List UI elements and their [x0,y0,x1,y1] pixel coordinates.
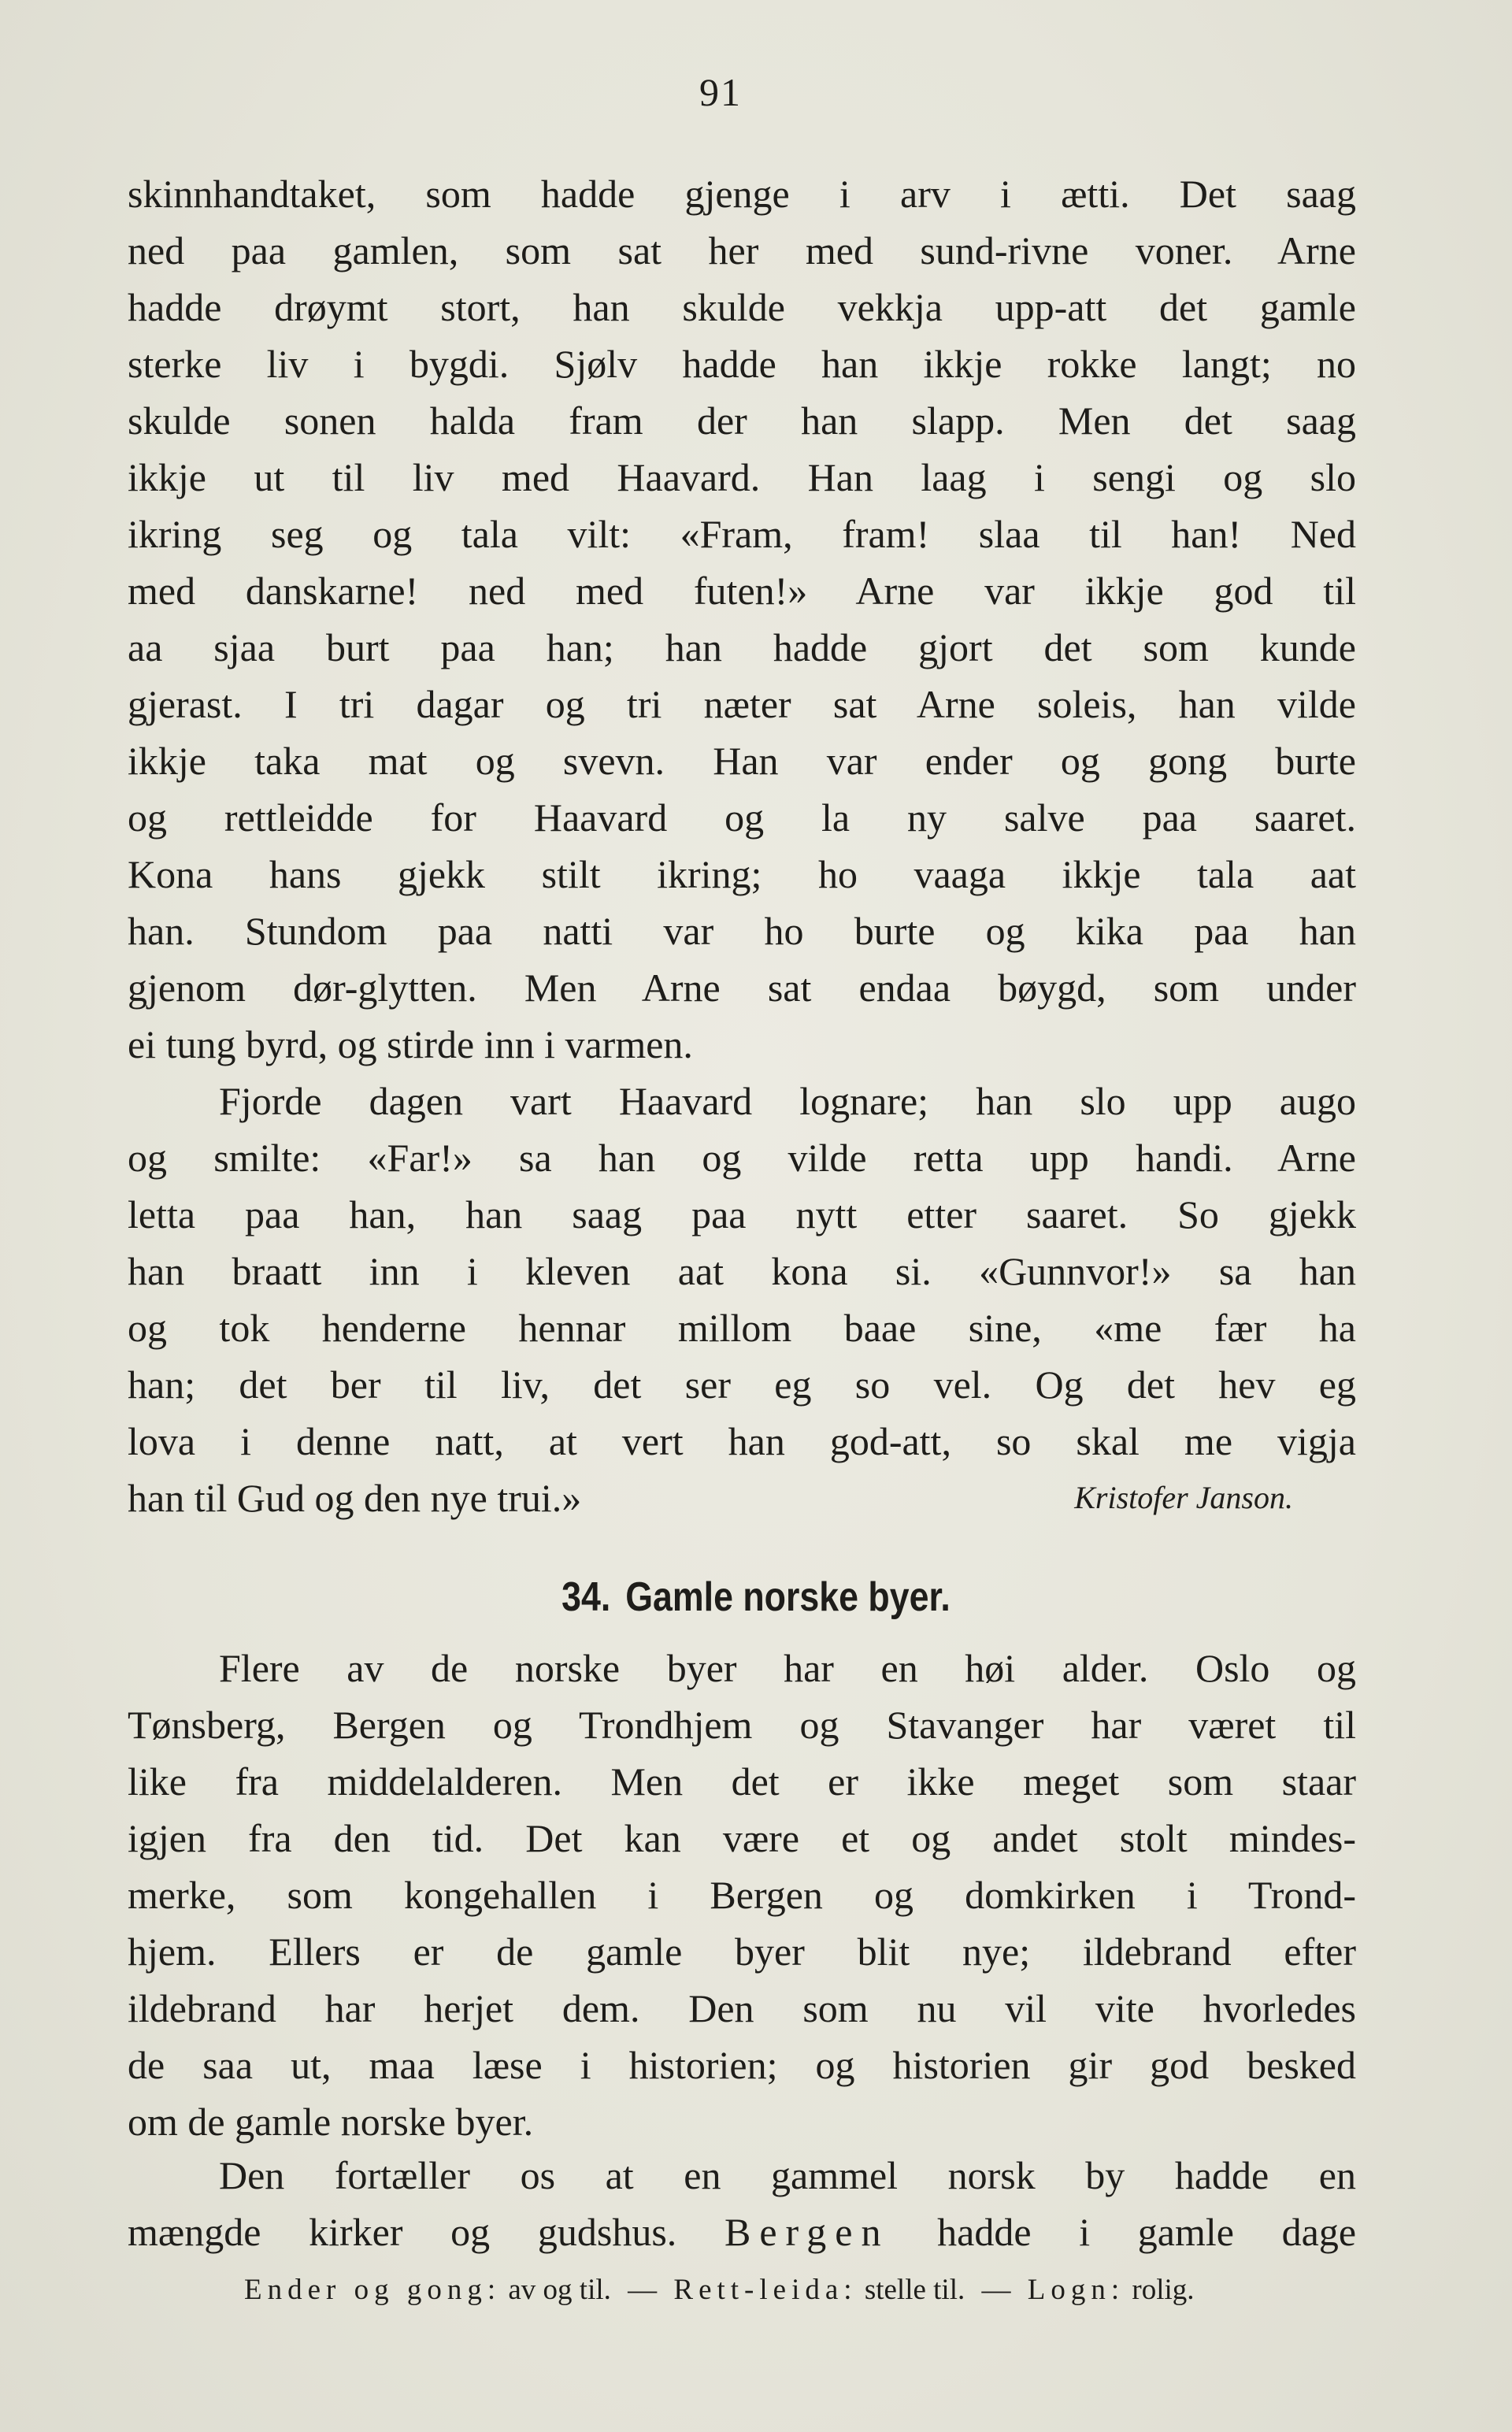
text-line: og tok henderne hennar millom baae sine, «me fær ha [128,1306,1356,1350]
author-signature: Kristofer Janson. [1074,1480,1293,1515]
text-line: med danskarne! ned med futen!» Arne var ikkje god til [128,569,1356,613]
footnote-separator: — [628,2274,658,2306]
text-line: ikkje ut til liv med Haavard. Han laag i sengi og slo [128,455,1356,499]
footnote-term: Logn: [1027,2274,1125,2306]
text-line: sterke liv i bygdi. Sjølv hadde han ikkje rokke langt; no [128,342,1356,386]
text-line: han. Stundom paa natti var ho burte og kika paa han [128,909,1356,953]
passage-3 [128,1640,1356,2150]
footnote-separator: — [981,2274,1011,2306]
text-line: lova i denne natt, at vert han god-att, so skal me vigja [128,1419,1356,1463]
section-heading [106,1574,1406,1621]
text-line: ei tung byrd, og stirde inn i varmen. [128,1022,693,1066]
text-line: gjerast. I tri dagar og tri næter sat Arne soleis, han vilde [128,682,1356,726]
text-line: ikkje taka mat og svevn. Han var ender og gong burte [128,739,1356,783]
text-line: merke, som kongehallen i Bergen og domkirken i Trond- [128,1873,1356,1917]
footnote-gloss: stelle til. [864,2274,965,2306]
text-line: Den fortæller os at en gammel norsk by hadde en [219,2153,1356,2197]
text-line: han; det ber til liv, det ser eg so vel. Og det hev eg [128,1362,1356,1407]
text-line: og smilte: «Far!» sa han og vilde retta upp handi. Arne [128,1136,1356,1180]
text-line: de saa ut, maa læse i historien; og historien gir god besked [128,2043,1356,2087]
text-line: ildebrand har herjet dem. Den som nu vil vite hvorledes [128,1986,1356,2030]
footnote-gloss: av og til. [508,2274,611,2306]
text-line: skulde sonen halda fram der han slapp. Men det saag [128,399,1356,443]
text-line: Flere av de norske byer har en høi alder. Oslo og [219,1646,1356,1690]
text-line-with-signature [128,1470,1356,1526]
text-line: Tønsberg, Bergen og Trondhjem og Stavanger har været til [128,1703,1356,1747]
text-line: han braatt inn i kleven aat kona si. «Gunnvor!» sa han [128,1249,1356,1293]
text-line: skinnhandtaket, som hadde gjenge i arv i ætti. Det saag [128,172,1356,216]
passage-2 [128,1073,1356,1526]
text-line: gjenom dør-glytten. Men Arne sat endaa bøygd, som under [128,966,1356,1010]
text-line: ned paa gamlen, som sat her med sund-rivne voner. Arne [128,228,1356,272]
text-line: hjem. Ellers er de gamle byer blit nye; ildebrand efter [128,1930,1356,1974]
passage-4 [128,2147,1356,2260]
text-line: og rettleidde for Haavard og la ny salve paa saaret. [128,795,1356,840]
text-line: Fjorde dagen vart Haavard lognare; han slo upp augo [219,1079,1356,1123]
section-title: Gamle norske byer. [625,1574,951,1620]
text-line: letta paa han, han saag paa nytt etter saaret. So gjekk [128,1192,1356,1236]
text-line: han til Gud og den nye trui.» [128,1476,582,1520]
footnote-term: Ender og gong: [244,2274,502,2306]
text-line: aa sjaa burt paa han; han hadde gjort det som kunde [128,625,1356,669]
section-number: 34. [561,1574,611,1620]
spaced-word-bergen: Bergen [724,2210,890,2254]
footnote-term: Rett-leida: [673,2274,858,2306]
passage-1 [128,165,1356,1073]
text-fragment: mængde kirker og gudshus. [128,2210,677,2254]
text-line: like fra middelalderen. Men det er ikke meget som staar [128,1759,1356,1804]
text-line: igjen fra den tid. Det kan være et og andet stolt mindes- [128,1816,1356,1860]
footnote-gloss: rolig. [1132,2274,1195,2306]
text-line: hadde drøymt stort, han skulde vekkja upp-att det gamle [128,285,1356,329]
text-line [128,2204,1356,2260]
text-line: om de gamle norske byer. [128,2100,534,2144]
page-number: 91 [699,70,742,114]
footnote-glossary [244,2273,1378,2307]
text-line: ikring seg og tala vilt: «Fram, fram! slaa til han! Ned [128,512,1356,556]
text-fragment: hadde i gamle dage [937,2210,1357,2254]
text-line: Kona hans gjekk stilt ikring; ho vaaga ikkje tala aat [128,852,1356,896]
